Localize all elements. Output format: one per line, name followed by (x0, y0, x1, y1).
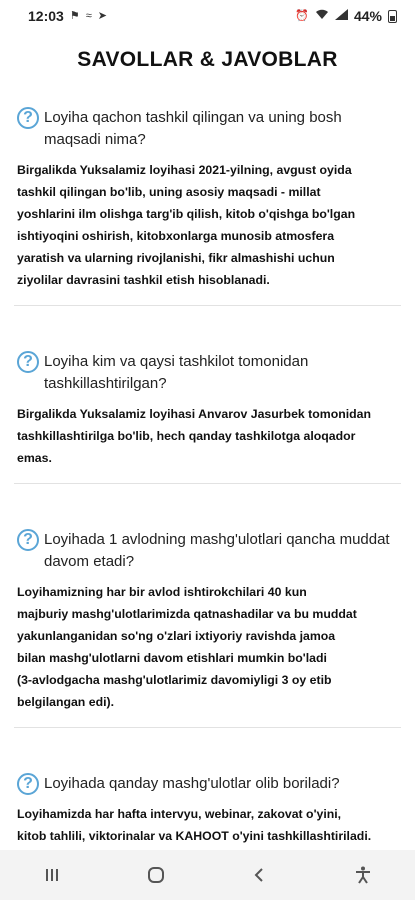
battery-icon (388, 10, 397, 23)
question-line: Loyihada 1 avlodning mashg'ulotlari qancha muddat (44, 531, 390, 548)
answer-line: ziyolilar davrasini tashkil etish hisoblanadi. (17, 273, 270, 287)
question-circle-icon: ? (17, 351, 39, 373)
question-line: Loyiha qachon tashkil qilingan va uning bosh (44, 109, 342, 126)
page-title: SAVOLLAR & JAVOBLAR (77, 48, 338, 71)
answer-line: ishtiyoqini oshirish, kitobxonlarga munosib atmosfera (17, 229, 335, 243)
answer-line: yakunlanganidan so'ng o'zlari ixtiyoriy ravishda jamoa (17, 629, 336, 643)
back-icon[interactable] (239, 855, 279, 895)
question-text (44, 773, 340, 795)
question-line: Loyihada qanday mashg'ulotlar olib boriladi? (44, 775, 340, 792)
answer-line: yaratish va ularning rivojlanishi, fikr almashishi uchun (17, 251, 335, 265)
signal-icon (335, 9, 348, 23)
question-circle-icon: ? (17, 529, 39, 551)
answer-line: Birgalikda Yuksalamiz loyihasi 2021-yilning, avgust oyida (17, 163, 352, 177)
home-icon[interactable] (136, 855, 176, 895)
question-line: davom etadi? (44, 553, 135, 570)
answer-line: Birgalikda Yuksalamiz loyihasi Anvarov Jasurbek tomonidan (17, 407, 372, 421)
faq-item[interactable] (0, 342, 415, 469)
navigation-bar (0, 850, 415, 900)
question-text (44, 107, 342, 151)
battery-percent: 44% (353, 8, 382, 24)
answer-line: emas. (17, 451, 52, 465)
telegram-icon: ➤ (97, 9, 107, 22)
answer-line: Loyihamizning har bir avlod ishtirokchilari 40 kun (17, 585, 307, 599)
answer-line: (3-avlodgacha mashg'ulotlarimiz davomiyligi 3 oy etib (17, 673, 332, 687)
answer-line: yoshlarini ilm olishga targ'ib qilish, kitob o'qishga bo'lgan (17, 207, 356, 221)
wifi-icon (315, 9, 329, 23)
status-time: 12:03 (28, 8, 64, 24)
status-bar (0, 0, 415, 32)
status-right (295, 8, 397, 24)
answer-line: tashkillashtirilga bo'lib, hech qanday tashkilotga aloqador (17, 429, 356, 443)
answer-line: Loyihamizda har hafta intervyu, webinar, zakovat o'yini, (17, 807, 342, 821)
faq-item[interactable] (0, 520, 415, 713)
question-text (44, 351, 308, 395)
question-text (44, 529, 390, 573)
answer-text (17, 581, 401, 713)
faq-question[interactable] (17, 520, 401, 573)
recent-apps-icon[interactable] (32, 855, 72, 895)
answer-line: kitob tahlili, viktorinalar va KAHOOT o'yini tashkillashtiriladi. (17, 829, 372, 843)
question-circle-icon: ? (17, 773, 39, 795)
question-circle-icon: ? (17, 107, 39, 129)
faq-question[interactable] (17, 342, 401, 395)
answer-line: tashkil qilingan bo'lib, uning asosiy maqsadi - millat (17, 185, 321, 199)
cleaning-icon: ≈ (85, 9, 92, 22)
answer-line: bilan mashg'ulotlarni davom etishlari mumkin bo'ladi (17, 651, 327, 665)
alarm-icon: ⏰ (295, 9, 309, 22)
answer-line: majburiy mashg'ulotlarimizda qatnashadilar va bu muddat (17, 607, 357, 621)
faq-question[interactable] (17, 98, 401, 151)
sync-icon: ⚑ (69, 9, 80, 22)
answer-text (17, 403, 401, 469)
faq-item[interactable] (0, 98, 415, 291)
question-line: maqsadi nima? (44, 131, 146, 148)
answer-line: belgilangan edi). (17, 695, 115, 709)
question-line: tashkillashtirilgan? (44, 375, 167, 392)
accessibility-icon[interactable] (343, 855, 383, 895)
question-line: Loyiha kim va qaysi tashkilot tomonidan (44, 353, 309, 370)
status-left (28, 8, 107, 24)
faq-question[interactable] (17, 764, 401, 795)
faq-list[interactable] (0, 98, 415, 850)
answer-text (17, 159, 401, 291)
